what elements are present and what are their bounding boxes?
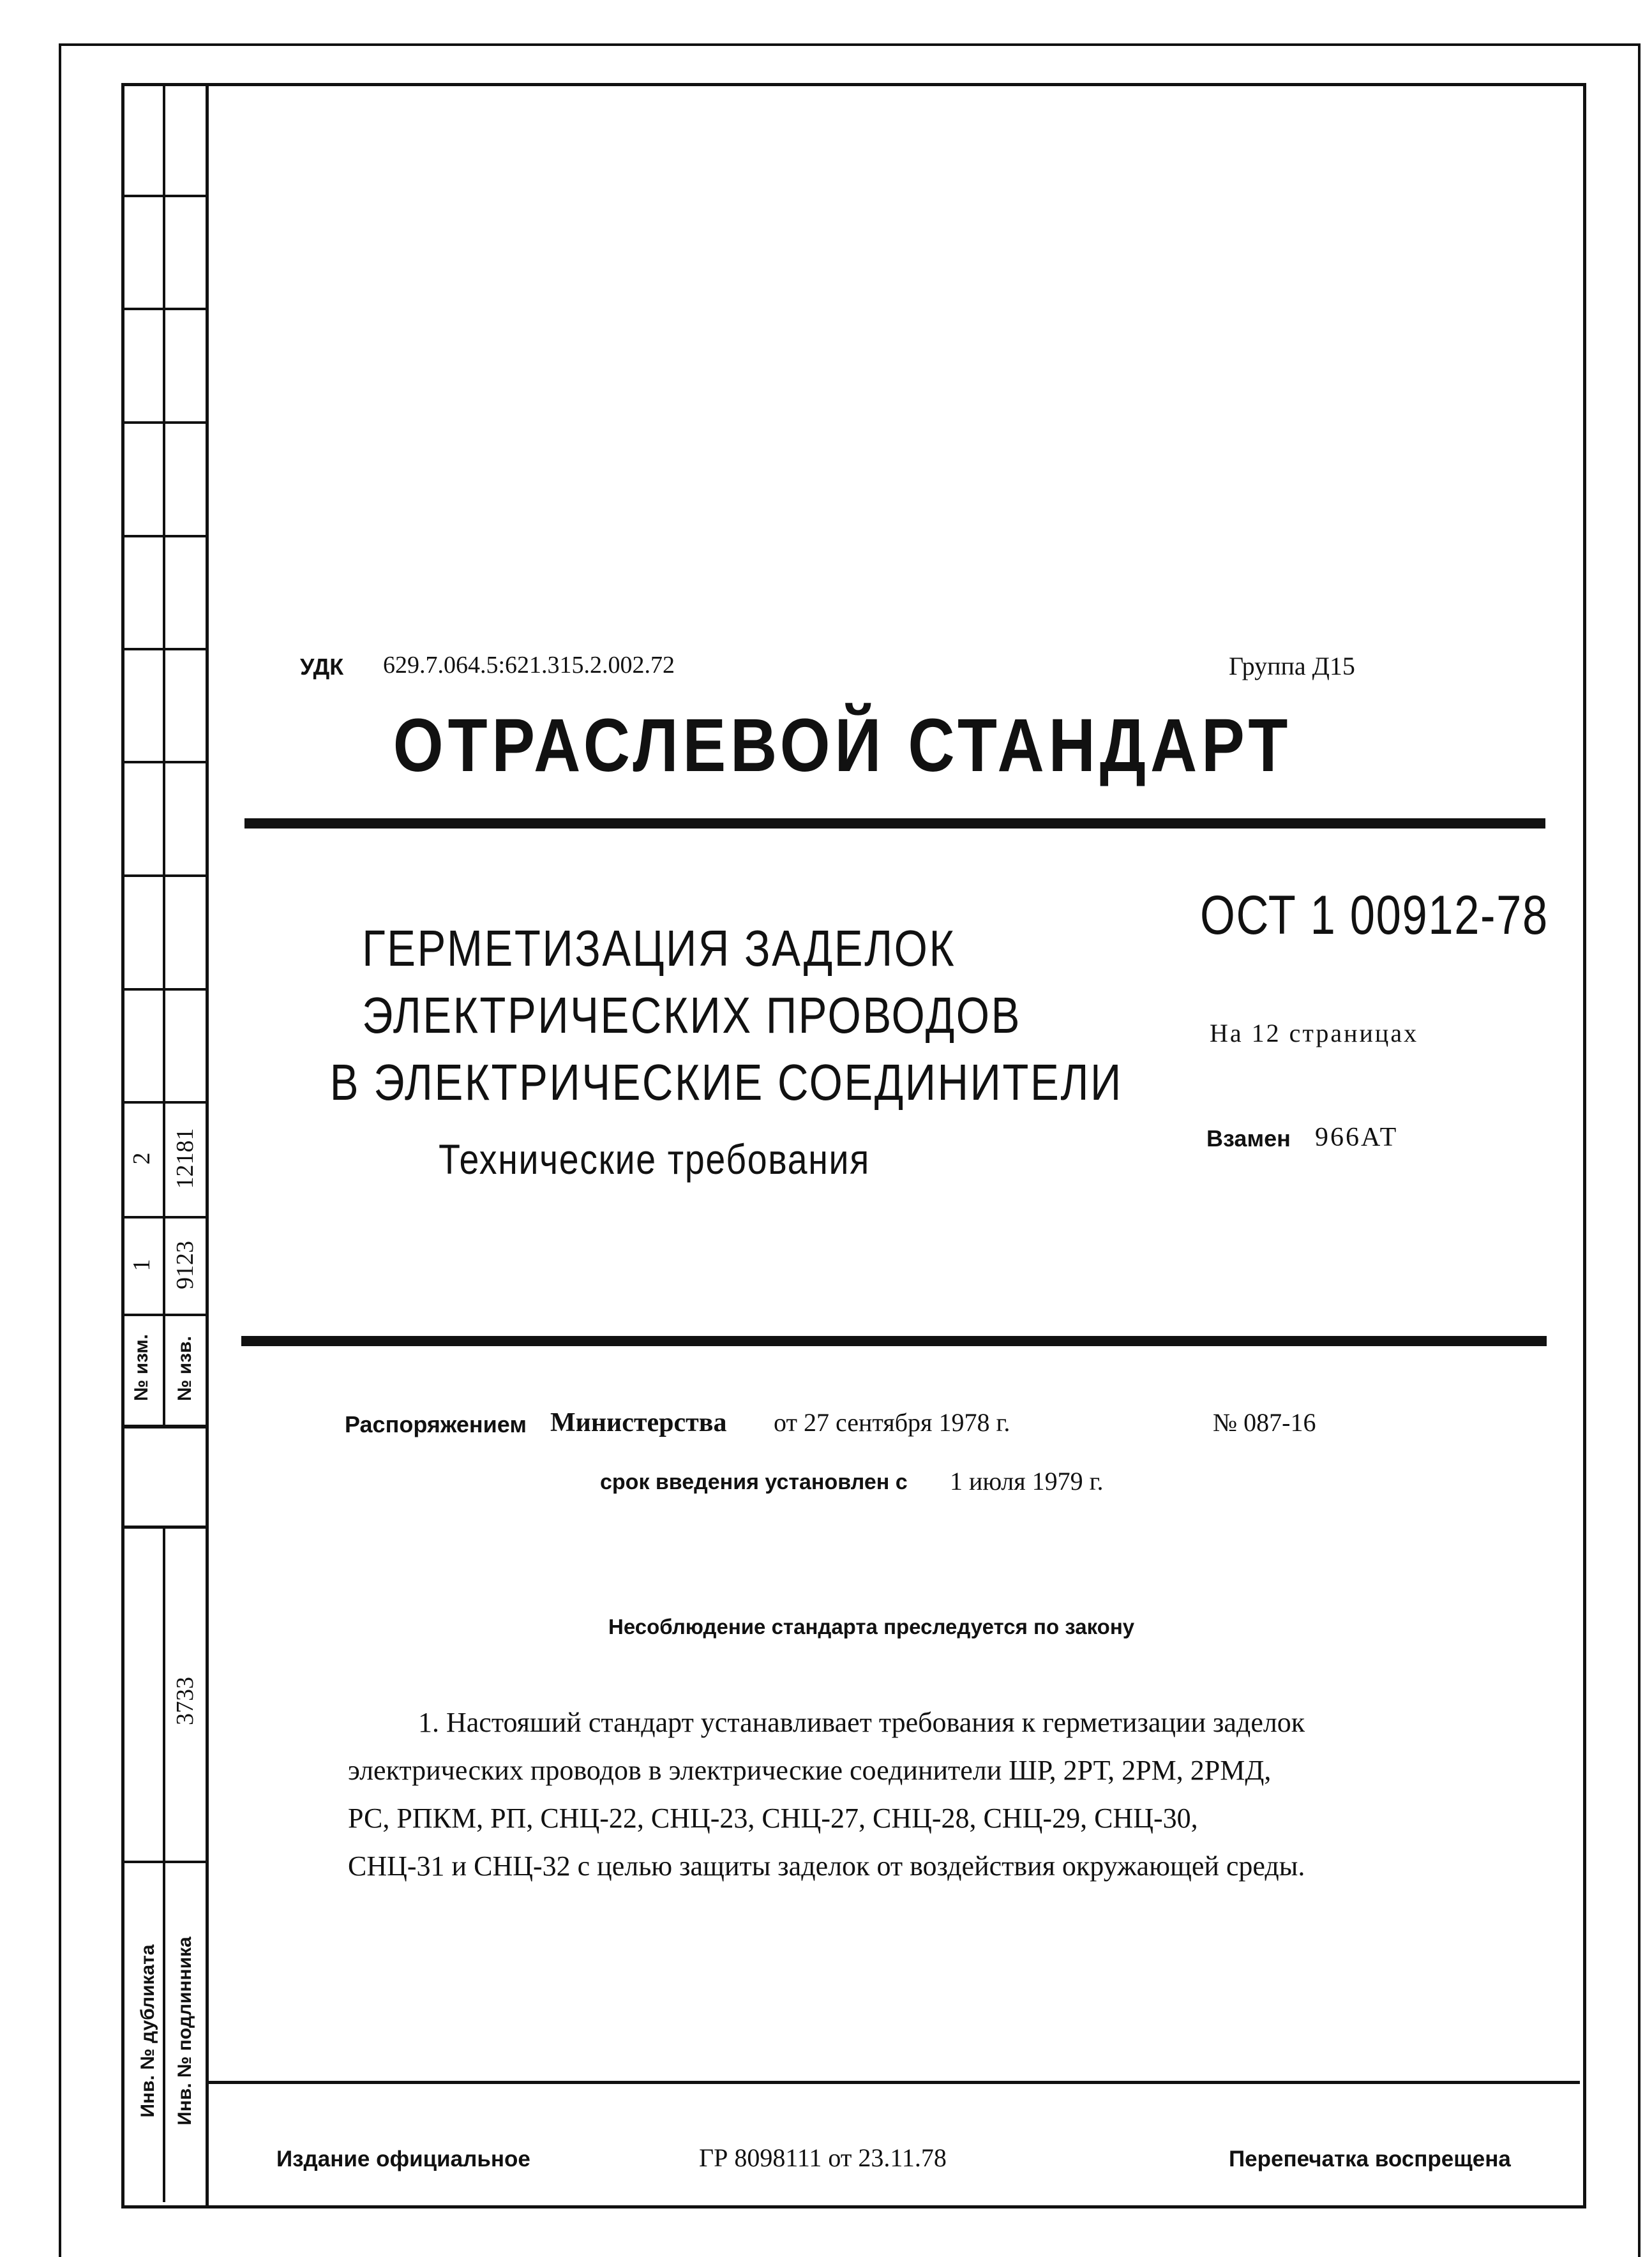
replaces-label: Взамен — [1206, 1125, 1291, 1151]
izm-label: № изм. — [131, 1334, 152, 1401]
side-table-divider — [163, 1526, 165, 2202]
side-table-row-line — [121, 1216, 207, 1218]
izm-value-1: 1 — [128, 1259, 155, 1271]
side-table-row-line — [121, 874, 207, 877]
title-rule — [244, 818, 1545, 829]
side-table-divider — [163, 83, 165, 1427]
outer-frame-top — [61, 43, 1641, 46]
inv-dup-label: Инв. № дубликата — [137, 1944, 158, 2118]
replaces-value: 966АТ — [1315, 1123, 1399, 1152]
body-line-2: электрических проводов в электрические соединители ШР, 2РТ, 2РМ, 2РМД, — [348, 1755, 1272, 1786]
body-line-4: СНЦ-31 и СНЦ-32 с целью защиты заделок от воздействия окружающей среды. — [348, 1850, 1305, 1882]
side-table-row-line — [121, 308, 207, 310]
title-block-rule — [241, 1336, 1547, 1346]
inv-orig-label: Инв. № подлинника — [174, 1937, 195, 2126]
side-table-row-line — [121, 535, 207, 537]
footer-registration: ГР 8098111 от 23.11.78 — [699, 2143, 947, 2172]
outer-frame-right — [1638, 43, 1641, 2257]
standard-title-line-1: ГЕРМЕТИЗАЦИЯ ЗАДЕЛОК — [362, 920, 956, 977]
order-number: № 087-16 — [1213, 1408, 1316, 1437]
order-label: Распоряжением — [345, 1411, 527, 1437]
page-count: На 12 страницах — [1210, 1019, 1419, 1047]
group-label: Группа Д15 — [1229, 652, 1355, 680]
side-table-row-line — [121, 1861, 207, 1863]
izv-value-1: 9123 — [172, 1241, 199, 1289]
izv-label: № изв. — [174, 1336, 195, 1401]
order-date: от 27 сентября 1978 г. — [774, 1408, 1010, 1437]
side-table-row-line — [121, 761, 207, 763]
standard-title-line-2: ЭЛЕКТРИЧЕСКИХ ПРОВОДОВ — [362, 987, 1021, 1044]
inv-orig-value: 3733 — [172, 1677, 199, 1725]
standard-title-line-3: В ЭЛЕКТРИЧЕСКИЕ СОЕДИНИТЕЛИ — [329, 1054, 1123, 1111]
body-line-1: 1. Настояший стандарт устанавливает требования к герметизации заделок — [418, 1707, 1305, 1738]
side-table-row-line — [121, 648, 207, 650]
outer-frame-left — [59, 43, 61, 2257]
document-title: ОТРАСЛЕВОЙ СТАНДАРТ — [393, 703, 1293, 788]
side-table-row-line — [121, 1314, 207, 1316]
footer-reprint-notice: Перепечатка воспрещена — [1229, 2147, 1511, 2171]
footer-rule — [207, 2081, 1580, 2084]
standard-code: ОСТ 1 00912-78 — [1200, 885, 1549, 946]
side-table-row-line — [121, 988, 207, 991]
effective-label: срок введения установлен с — [600, 1470, 908, 1494]
order-ministry: Министерства — [550, 1408, 727, 1437]
footer-edition: Издание официальное — [276, 2147, 530, 2171]
standard-subtitle: Технические требования — [439, 1136, 870, 1183]
side-table-row-line — [121, 195, 207, 197]
side-table-block-end — [121, 1425, 207, 1428]
body-line-3: РС, РПКМ, РП, СНЦ-22, СНЦ-23, СНЦ-27, СНЦ-28, СНЦ-29, СНЦ-30, — [348, 1803, 1198, 1834]
udk-value: 629.7.064.5:621.315.2.002.72 — [383, 652, 675, 679]
izv-value-2: 12181 — [172, 1128, 199, 1189]
izm-value-2: 2 — [128, 1152, 155, 1165]
side-table-row-line — [121, 1101, 207, 1104]
side-table-divider — [206, 83, 209, 2205]
udk-label: УДК — [300, 654, 344, 680]
side-table-row-line — [121, 421, 207, 424]
legal-notice: Несоблюдение стандарта преследуется по закону — [608, 1615, 1135, 1638]
effective-date: 1 июля 1979 г. — [950, 1467, 1104, 1496]
